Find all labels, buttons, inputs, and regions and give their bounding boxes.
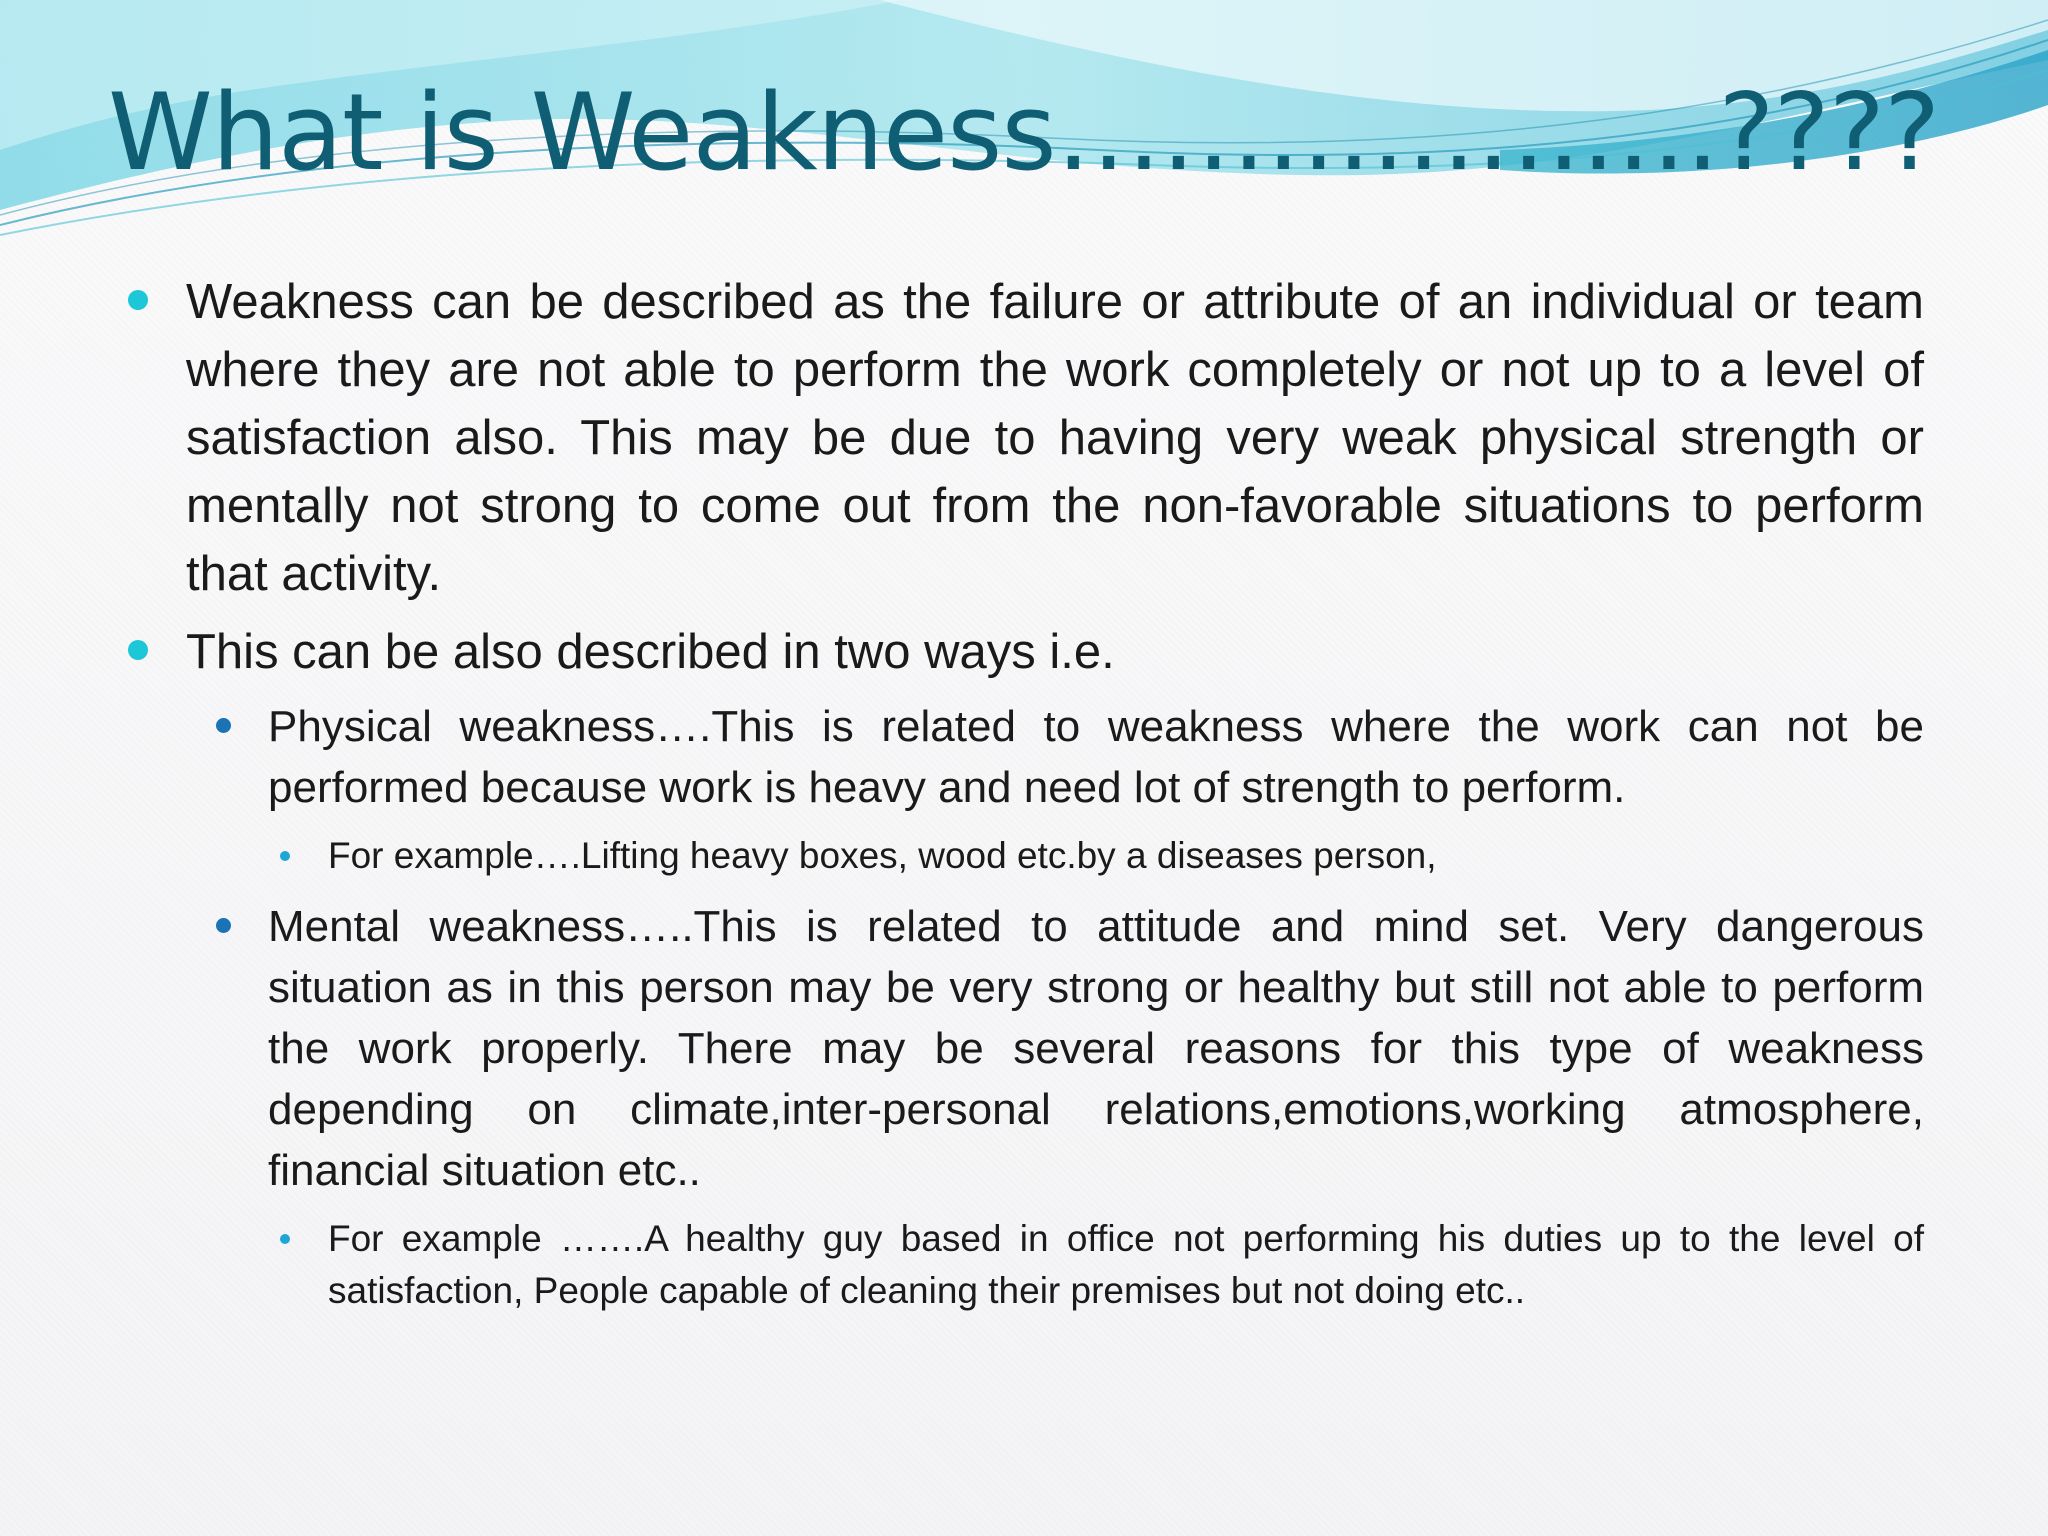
bullet-text: Mental weakness…..This is related to attitude and mind set. Very dangerous situation as in this person may be very strong or healthy but still not able to perform the work properly. There may be several reasons for this type of weakness depending on climate,inter-personal relations,emotions,working atmosphere, financial situation etc.. (268, 902, 1924, 1195)
bullet-text: For example….Lifting heavy boxes, wood etc.by a diseases person, (328, 835, 1437, 876)
bullet-item-mental-example (272, 1213, 1924, 1317)
bullet-item-two-ways (128, 618, 1924, 686)
bullet-item-physical-weakness (210, 696, 1924, 818)
bullet-dot-icon (280, 851, 290, 861)
bullet-text: This can be also described in two ways i.e. (186, 625, 1115, 679)
bullet-dot-icon (216, 918, 231, 933)
bullet-item-mental-weakness (210, 896, 1924, 1201)
bullet-dot-icon (128, 290, 148, 310)
bullet-text: Weakness can be described as the failure or attribute of an individual or team where they are not able to perform the work completely or not up to a level of satisfaction also. This may be due to having very weak physical strength or mentally not strong to come out from the non-favorable situations to perform that activity. (186, 275, 1924, 601)
bullet-dot-icon (280, 1234, 290, 1244)
slide-title: What is Weakness……………….???? (108, 71, 1940, 194)
bullet-list (128, 268, 1924, 1331)
bullet-dot-icon (216, 718, 231, 733)
bullet-text: For example …….A healthy guy based in office not performing his duties up to the level of satisfaction, People capable of cleaning their premises but not doing etc.. (328, 1218, 1924, 1311)
bullet-item-weakness-definition (128, 268, 1924, 608)
bullet-dot-icon (128, 640, 148, 660)
bullet-item-physical-example (272, 830, 1924, 882)
bullet-text: Physical weakness….This is related to weakness where the work can not be performed because work is heavy and need lot of strength to perform. (268, 702, 1924, 812)
